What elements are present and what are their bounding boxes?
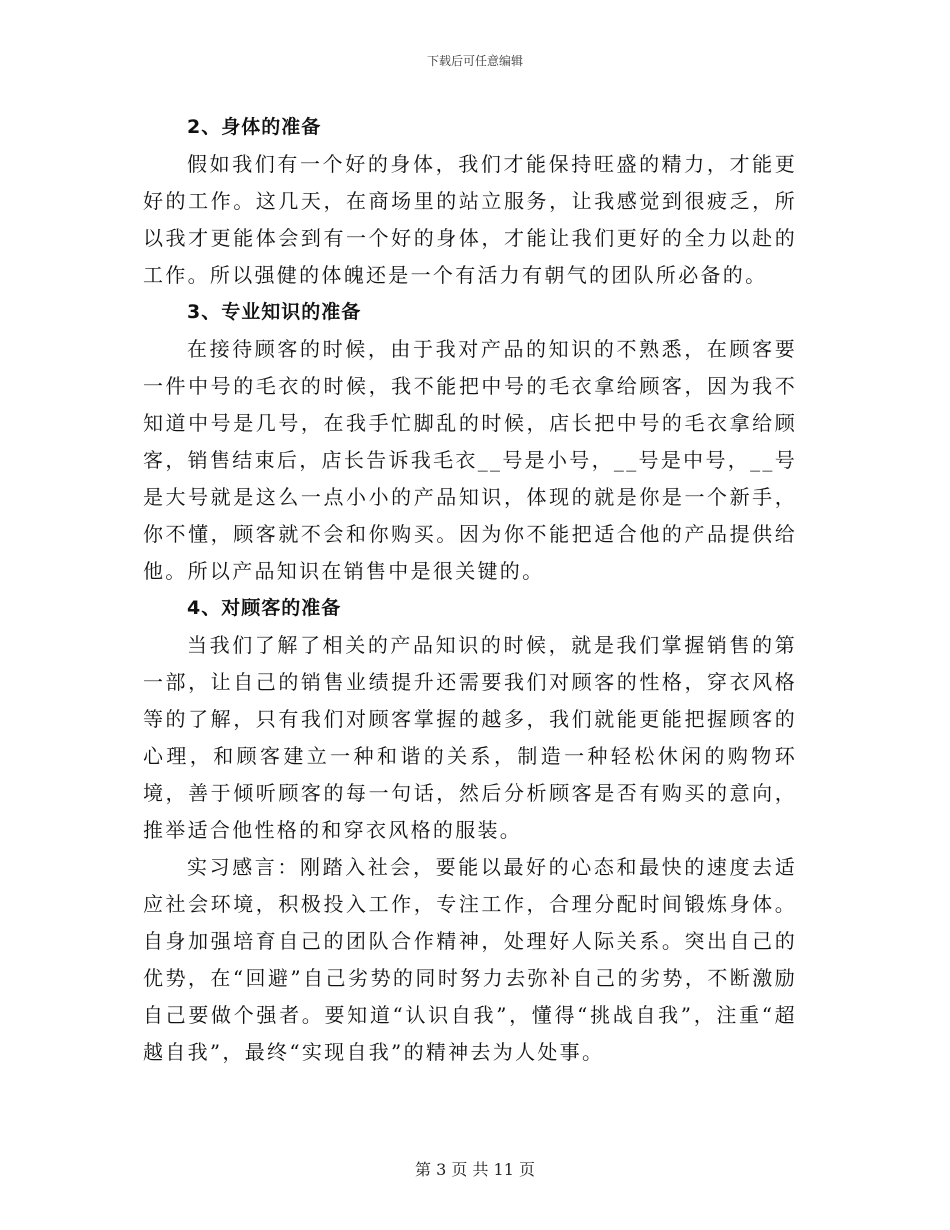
section-heading-body-preparation: 2、身体的准备 xyxy=(187,116,322,138)
page-number: 第 3 页 共 11 页 xyxy=(415,1160,535,1179)
paragraph-internship-reflection: 实习感言：刚踏入社会，要能以最好的心态和最快的速度去适应社会环境，积极投入工作，专注工作，合理分配时间锻炼身体。自身加强培育自己的团队合作精神，处理好人际关系。突出自己的优势，在“回避”自己劣势的同时努力去弥补自己的劣势，不断激励自己要做个强者。要知道“认识自我”，懂得“挑战自我”，注重“超越自我”，最终“实现自我”的精神去为人处事。 xyxy=(143,855,797,1064)
section-heading-product-knowledge: 3、专业知识的准备 xyxy=(187,301,362,323)
section-heading-customer-preparation: 4、对顾客的准备 xyxy=(187,597,342,619)
document-body xyxy=(143,109,797,1071)
paragraph-customer-preparation: 当我们了解了相关的产品知识的时候，就是我们掌握销售的第一部，让自己的销售业绩提升还需要我们对顾客的性格，穿衣风格等的了解，只有我们对顾客掌握的越多，我们就能更能把握顾客的心理，和顾客建立一种和谐的关系，制造一种轻松休闲的购物环境，善于倾听顾客的每一句话，然后分析顾客是否有购买的意向，推举适合他性格的和穿衣风格的服装。 xyxy=(143,633,797,842)
page-header-note: 下载后可任意编辑 xyxy=(426,54,523,68)
paragraph-product-knowledge: 在接待顾客的时候，由于我对产品的知识的不熟悉，在顾客要一件中号的毛衣的时候，我不能把中号的毛衣拿给顾客，因为我不知道中号是几号，在我手忙脚乱的时候，店长把中号的毛衣拿给顾客，销售结束后，店长告诉我毛衣__号是小号，__号是中号，__号是大号就是这么一点小小的产品知识，体现的就是你是一个新手，你不懂，顾客就不会和你购买。因为你不能把适合他的产品提供给他。所以产品知识在销售中是很关键的。 xyxy=(143,337,797,583)
paragraph-body-preparation: 假如我们有一个好的身体，我们才能保持旺盛的精力，才能更好的工作。这几天，在商场里的站立服务，让我感觉到很疲乏，所以我才更能体会到有一个好的身体，才能让我们更好的全力以赴的工作。所以强健的体魄还是一个有活力有朝气的团队所必备的。 xyxy=(143,152,797,287)
